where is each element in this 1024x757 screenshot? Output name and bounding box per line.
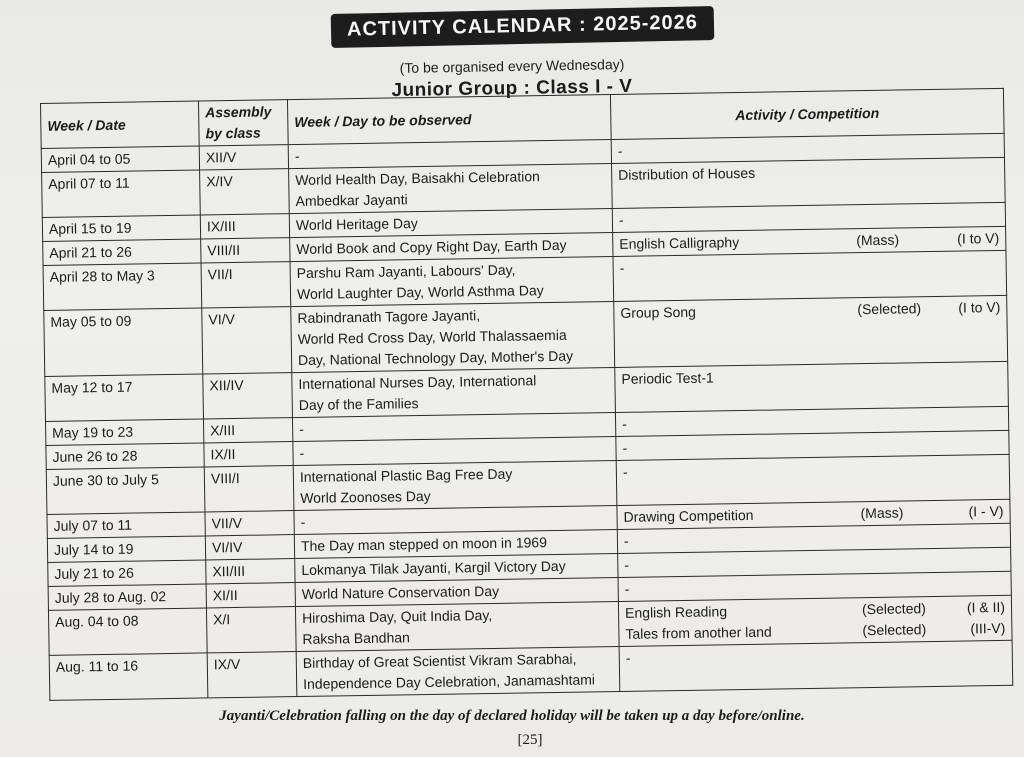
observed-line: - xyxy=(300,513,306,530)
observed-line: World Laughter Day, World Asthma Day xyxy=(296,282,544,302)
activity-name: - xyxy=(623,532,629,549)
activity-item xyxy=(620,252,1000,279)
activity-name: Periodic Test-1 xyxy=(621,369,714,387)
cell-assembly: VI/V xyxy=(202,307,292,374)
activity-classes xyxy=(956,525,1004,547)
observed-line: Raksha Bandhan xyxy=(302,629,410,647)
activity-classes xyxy=(953,363,1001,385)
activity-classes xyxy=(950,135,998,157)
activity-name: Group Song xyxy=(620,303,696,321)
page-number: [25] xyxy=(517,732,543,748)
cell-assembly: X/IV xyxy=(200,169,290,215)
activity-type xyxy=(861,526,956,548)
observed-line: Birthday of Great Scientist Vikram Sarabhai, xyxy=(302,650,577,671)
cell-week-date: Aug. 11 to 16 xyxy=(49,653,208,700)
activity-classes xyxy=(954,408,1002,430)
cell-assembly: VI/IV xyxy=(205,535,294,560)
table-body xyxy=(41,133,1013,700)
cell-week-date: July 28 to Aug. 02 xyxy=(48,584,206,610)
cell-assembly: X/III xyxy=(203,418,292,443)
cell-assembly: IX/V xyxy=(207,652,297,698)
cell-week-date: Aug. 04 to 08 xyxy=(48,608,207,655)
activity-name: - xyxy=(622,463,628,480)
activity-type: (Selected) xyxy=(857,300,922,318)
cell-week-date: April 15 to 19 xyxy=(42,215,200,241)
activity-item xyxy=(621,363,1001,390)
activity-type xyxy=(856,205,951,227)
activity-classes: (I to V) xyxy=(958,298,1001,316)
observed-line: - xyxy=(294,147,300,165)
observed-line: Independence Day Celebration, Janamashtami xyxy=(303,671,596,692)
activity-classes: (I & II) xyxy=(966,598,1006,616)
activity-classes: (III-V) xyxy=(970,619,1006,637)
cell-assembly: VII/I xyxy=(201,262,291,308)
activity-classes xyxy=(951,204,999,226)
observed-line: Day of the Families xyxy=(298,395,419,413)
cell-assembly: IX/II xyxy=(204,442,293,467)
observed-line: International Plastic Bag Free Day xyxy=(299,465,513,485)
observed-line: World Heritage Day xyxy=(295,215,418,233)
observed-line: World Health Day, Baisakhi Celebration xyxy=(295,168,540,188)
activity-type xyxy=(856,253,951,275)
observed-line: Ambedkar Jayanti xyxy=(295,191,408,209)
observed-line: Parshu Ram Jayanti, Labours' Day, xyxy=(296,261,516,281)
cell-week-date: May 12 to 17 xyxy=(45,374,204,421)
cell-assembly: XII/III xyxy=(206,559,295,584)
cell-assembly: VIII/II xyxy=(201,238,290,263)
cell-observed xyxy=(291,302,615,373)
activity-name: - xyxy=(625,649,631,666)
cell-assembly: X/I xyxy=(206,607,296,653)
activity-name: English Reading xyxy=(624,603,728,621)
cell-assembly: XII/V xyxy=(199,145,288,170)
observed-line: The Day man stepped on moon in 1969 xyxy=(300,534,548,554)
activity-type: (Selected) xyxy=(861,600,926,618)
activity-classes xyxy=(955,456,1003,478)
activity-type xyxy=(855,136,950,158)
header-observed: Week / Day to be observed xyxy=(287,95,611,145)
cell-assembly: IX/III xyxy=(200,214,289,239)
activity-name: - xyxy=(624,556,630,573)
group-title: Junior Group : Class I - V xyxy=(391,75,633,102)
header-assembly-line2: by class xyxy=(205,124,261,142)
page-title: ACTIVITY CALENDAR : 2025-2026 xyxy=(330,6,714,48)
observed-line: World Red Cross Day, World Thalassaemia xyxy=(297,326,567,347)
observed-line: Day, National Technology Day, Mother's Day xyxy=(297,347,574,368)
observed-line: - xyxy=(299,420,304,437)
cell-observed xyxy=(292,368,616,418)
activity-item xyxy=(623,456,1003,483)
activity-type xyxy=(859,433,954,455)
activity-type: (Mass) xyxy=(856,231,900,249)
activity-item xyxy=(626,642,1006,669)
cell-week-date: July 07 to 11 xyxy=(47,512,205,538)
cell-week-date: April 04 to 05 xyxy=(41,146,199,172)
header-assembly-line1: Assembly xyxy=(205,103,272,121)
cell-week-date: July 21 to 26 xyxy=(48,560,206,586)
calendar-sheet xyxy=(40,88,1013,701)
cell-assembly: XII/IV xyxy=(203,373,293,419)
activity-classes xyxy=(956,549,1004,571)
observed-line: - xyxy=(299,444,305,461)
cell-activity xyxy=(616,454,1010,505)
activity-name: Distribution of Houses xyxy=(618,164,756,183)
cell-assembly: VII/V xyxy=(205,511,294,536)
cell-week-date: June 30 to July 5 xyxy=(46,467,205,514)
activity-type: (Selected) xyxy=(862,621,927,639)
activity-name: English Calligraphy xyxy=(619,234,740,252)
activity-name: - xyxy=(618,211,624,228)
subtitle: (To be organised every Wednesday) xyxy=(399,56,625,76)
activity-type xyxy=(863,643,958,665)
activity-name: - xyxy=(624,580,630,597)
cell-observed xyxy=(290,257,614,307)
activity-name: Tales from another land xyxy=(625,623,772,642)
observed-line: International Nurses Day, International xyxy=(298,372,537,392)
activity-classes: (I - V) xyxy=(968,502,1004,520)
cell-assembly: VIII/I xyxy=(204,466,294,512)
activity-name: - xyxy=(617,142,623,159)
cell-activity xyxy=(613,250,1007,301)
activity-type: (Mass) xyxy=(860,504,904,522)
activity-type xyxy=(860,457,955,479)
cell-week-date: May 05 to 09 xyxy=(44,308,203,376)
activity-item xyxy=(620,297,1000,324)
cell-observed xyxy=(296,646,620,696)
activity-classes xyxy=(958,642,1006,664)
activity-table xyxy=(40,88,1013,701)
activity-classes xyxy=(951,252,999,274)
header-assembly xyxy=(198,100,288,146)
title-container xyxy=(0,10,1024,44)
header-week-date: Week / Date xyxy=(41,101,200,148)
cell-activity xyxy=(619,640,1013,691)
observed-line: Rabindranath Tagore Jayanti, xyxy=(297,307,481,326)
observed-line: World Zoonoses Day xyxy=(300,487,431,506)
observed-line: Lokmanya Tilak Jayanti, Kargil Victory Day xyxy=(301,557,566,578)
cell-week-date: June 26 to 28 xyxy=(46,443,204,469)
activity-classes: (I to V) xyxy=(957,229,1000,247)
cell-activity xyxy=(614,295,1008,367)
header-activity: Activity / Competition xyxy=(610,88,1004,139)
cell-observed xyxy=(293,460,617,510)
observed-line: World Nature Conservation Day xyxy=(301,582,500,602)
activity-type xyxy=(858,364,953,386)
cell-week-date: April 21 to 26 xyxy=(43,239,201,265)
cell-activity xyxy=(615,361,1009,412)
activity-name: Drawing Competition xyxy=(623,506,754,525)
activity-classes xyxy=(957,573,1005,595)
activity-name: - xyxy=(621,415,627,432)
footer-note: Jayanti/Celebration falling on the day of declared holiday will be taken up a day before/online. xyxy=(219,708,805,724)
activity-type xyxy=(862,574,957,596)
cell-observed xyxy=(295,601,619,651)
activity-classes xyxy=(954,432,1002,454)
cell-week-date: July 14 to 19 xyxy=(47,536,205,562)
cell-activity xyxy=(618,595,1012,646)
activity-type xyxy=(861,550,956,572)
cell-observed xyxy=(289,164,613,214)
activity-type xyxy=(855,160,950,182)
activity-name: - xyxy=(619,259,625,276)
activity-name: - xyxy=(622,439,628,456)
cell-week-date: May 19 to 23 xyxy=(46,419,204,445)
cell-assembly: XI/II xyxy=(206,583,295,608)
activity-type xyxy=(859,409,954,431)
observed-line: Hiroshima Day, Quit India Day, xyxy=(301,606,493,626)
observed-line: World Book and Copy Right Day, Earth Day xyxy=(296,236,567,257)
activity-item xyxy=(618,159,998,186)
cell-week-date: April 28 to May 3 xyxy=(43,263,202,310)
cell-activity xyxy=(612,157,1006,208)
activity-classes xyxy=(950,159,998,181)
cell-week-date: April 07 to 11 xyxy=(42,170,201,217)
